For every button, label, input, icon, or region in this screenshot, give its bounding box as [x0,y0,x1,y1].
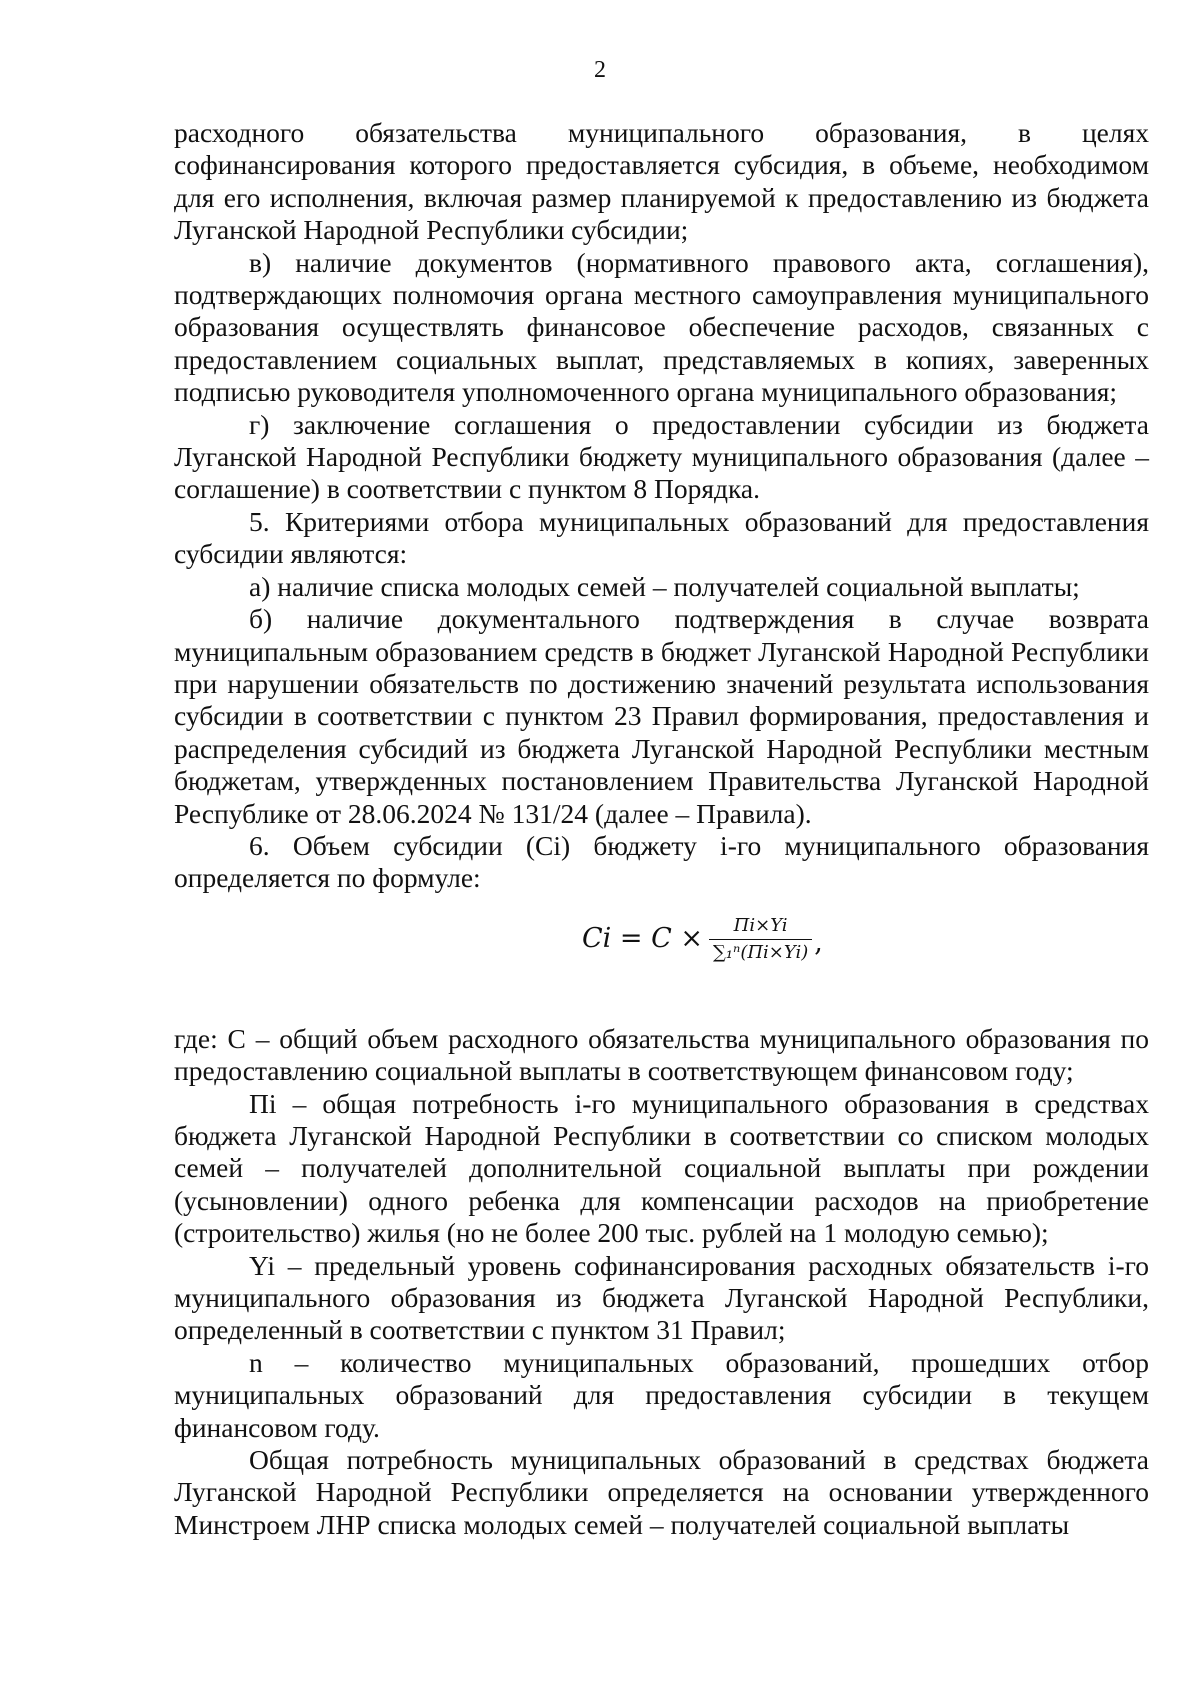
paragraph: расходного обязательства муниципального образования, в целях софинансирования которого предоставляется субсидия, в объеме, необходимом для его исполнения, включая размер планируемой к предоставлению из бюджета Луганской Народной Республики субсидии; [174,117,1149,246]
paragraph: где: С – общий объем расходного обязательства муниципального образования по предоставлению социальной выплаты в соответствующем финансовом году; [174,1022,1149,1087]
paragraph: 6. Объем субсидии (Ci) бюджету i-го муниципального образования определяется по формуле: [174,829,1149,894]
paragraph: а) наличие списка молодых семей – получателей социальной выплаты; [249,570,1080,602]
formula-trailing: , [814,927,823,959]
formula-numerator: Пi×Yi [733,914,788,936]
paragraph: б) наличие документального подтверждения в случае возврата муниципальным образованием средств в бюджет Луганской Народной Республики при нарушении обязательств по достижению значений результата использования субсидии в соответствии с пунктом 23 Правил формирования, предоставления и распределения субсидий из бюджета Луганской Народной Республики местным бюджетам, утвержденных постановлением Правительства Луганской Народной Республике от 28.06.2024 № 131/24 (далее – Правила). [174,603,1149,829]
paragraph: Пi – общая потребность i-го муниципального образования в средствах бюджета Луганской Народной Республики в соответствии со списком молодых семей – получателей дополнительной социальной выплаты при рождении (усыновлении) одного ребенка для компенсации расходов на приобретение (строительство) жилья (но не более 200 тыс. рублей на 1 молодую семью); [174,1087,1149,1249]
paragraph: Общая потребность муниципальных образований в средствах бюджета Луганской Народной Республики определяется на основании утвержденного Минстроем ЛНР списка молодых семей – получателей социальной выплаты [174,1444,1149,1540]
paragraph: г) заключение соглашения о предоставлении субсидии из бюджета Луганской Народной Республики бюджету муниципального образования (далее – соглашение) в соответствии с пунктом 8 Порядка. [174,408,1149,505]
paragraph: Yi – предельный уровень софинансирования расходных обязательств i-го муниципального образования из бюджета Луганской Народной Республики, определенный в соответствии с пунктом 31 Правил; [174,1249,1149,1346]
paragraph: в) наличие документов (нормативного правового акта, соглашения), подтверждающих полномочия органа местного самоуправления муниципального образования осуществлять финансовое обеспечение расходов, связанных с предоставлением социальных выплат, представляемых в копиях, заверенных подписью руководителя уполномоченного органа муниципального образования; [174,246,1149,408]
paragraph: n – количество муниципальных образований, прошедших отбор муниципальных образований для предоставления субсидии в текущем финансовом году. [174,1346,1149,1443]
formula-lhs: Ci = C × [582,923,703,955]
paragraph: 5. Критериями отбора муниципальных образований для предоставления субсидии являются: [174,505,1149,570]
formula-denominator: ∑₁ⁿ(Пi×Yi) [709,939,812,964]
page-number: 2 [594,57,606,83]
formula-fraction [709,915,812,964]
subsidy-formula [174,895,1149,1023]
document-body [174,117,1149,1541]
